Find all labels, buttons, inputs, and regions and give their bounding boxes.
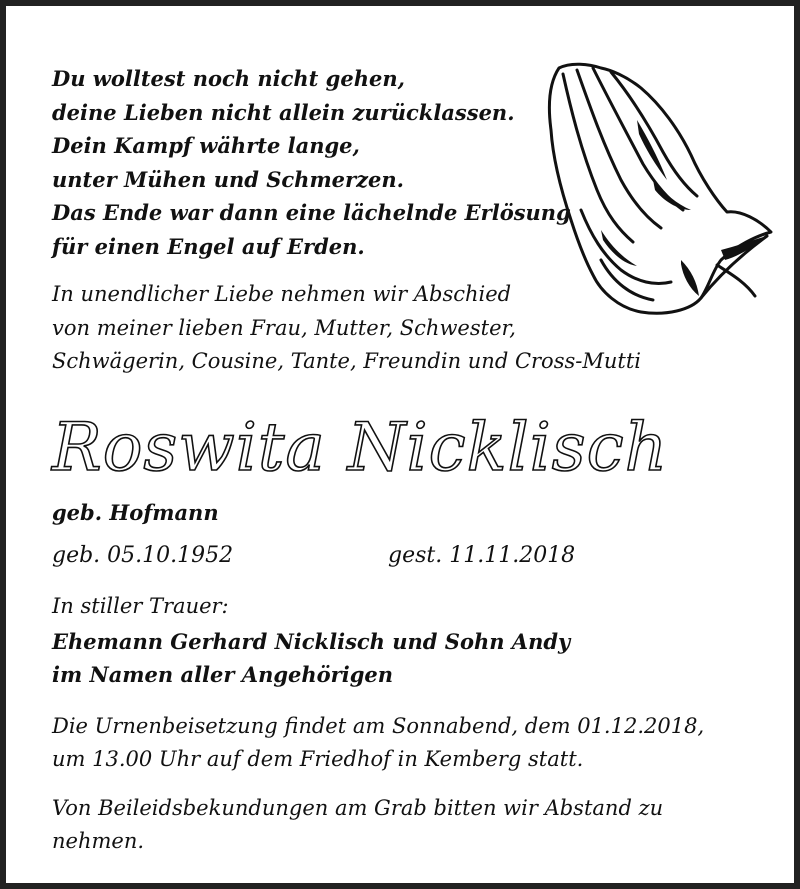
poem-line: Du wolltest noch nicht gehen,	[52, 66, 405, 91]
poem-line: Das Ende war dann eine lächelnde Erlösung	[52, 200, 571, 225]
condolence-line: Von Beileidsbekundungen am Grab bitten wir Abstand zu	[52, 796, 664, 820]
mourner-line: im Namen aller Angehörigen	[52, 662, 394, 687]
farewell-line: Schwägerin, Cousine, Tante, Freundin und Cross-Mutti	[52, 349, 641, 373]
farewell-line: In unendlicher Liebe nehmen wir Abschied	[52, 282, 512, 306]
poem-line: Dein Kampf währte lange,	[52, 133, 360, 158]
death-date: gest. 11.11.2018	[388, 543, 576, 568]
farewell-line: von meiner lieben Frau, Mutter, Schwester,	[52, 315, 516, 340]
mourning-label: In stiller Trauer:	[52, 594, 229, 618]
urn-burial-line: um 13.00 Uhr auf dem Friedhof in Kemberg statt.	[52, 747, 584, 771]
maiden-name: geb. Hofmann	[52, 500, 219, 525]
mourner-line: Ehemann Gerhard Nicklisch und Sohn Andy	[52, 629, 571, 654]
poem-line: für einen Engel auf Erden.	[52, 233, 365, 259]
farewell-text	[52, 278, 641, 379]
condolence-line: nehmen.	[52, 829, 145, 853]
birth-date: geb. 05.10.1952	[52, 543, 234, 568]
urn-burial-notice	[52, 710, 704, 776]
poem-line: deine Lieben nicht allein zurücklassen.	[52, 99, 515, 125]
condolence-notice	[52, 792, 663, 858]
poem	[52, 62, 571, 263]
mourners	[52, 625, 570, 691]
deceased-name: Roswita Nicklisch	[52, 409, 669, 486]
poem-line: unter Mühen und Schmerzen.	[52, 166, 404, 192]
urn-burial-line: Die Urnenbeisetzung findet am Sonnabend, dem 01.12.2018,	[52, 714, 705, 738]
